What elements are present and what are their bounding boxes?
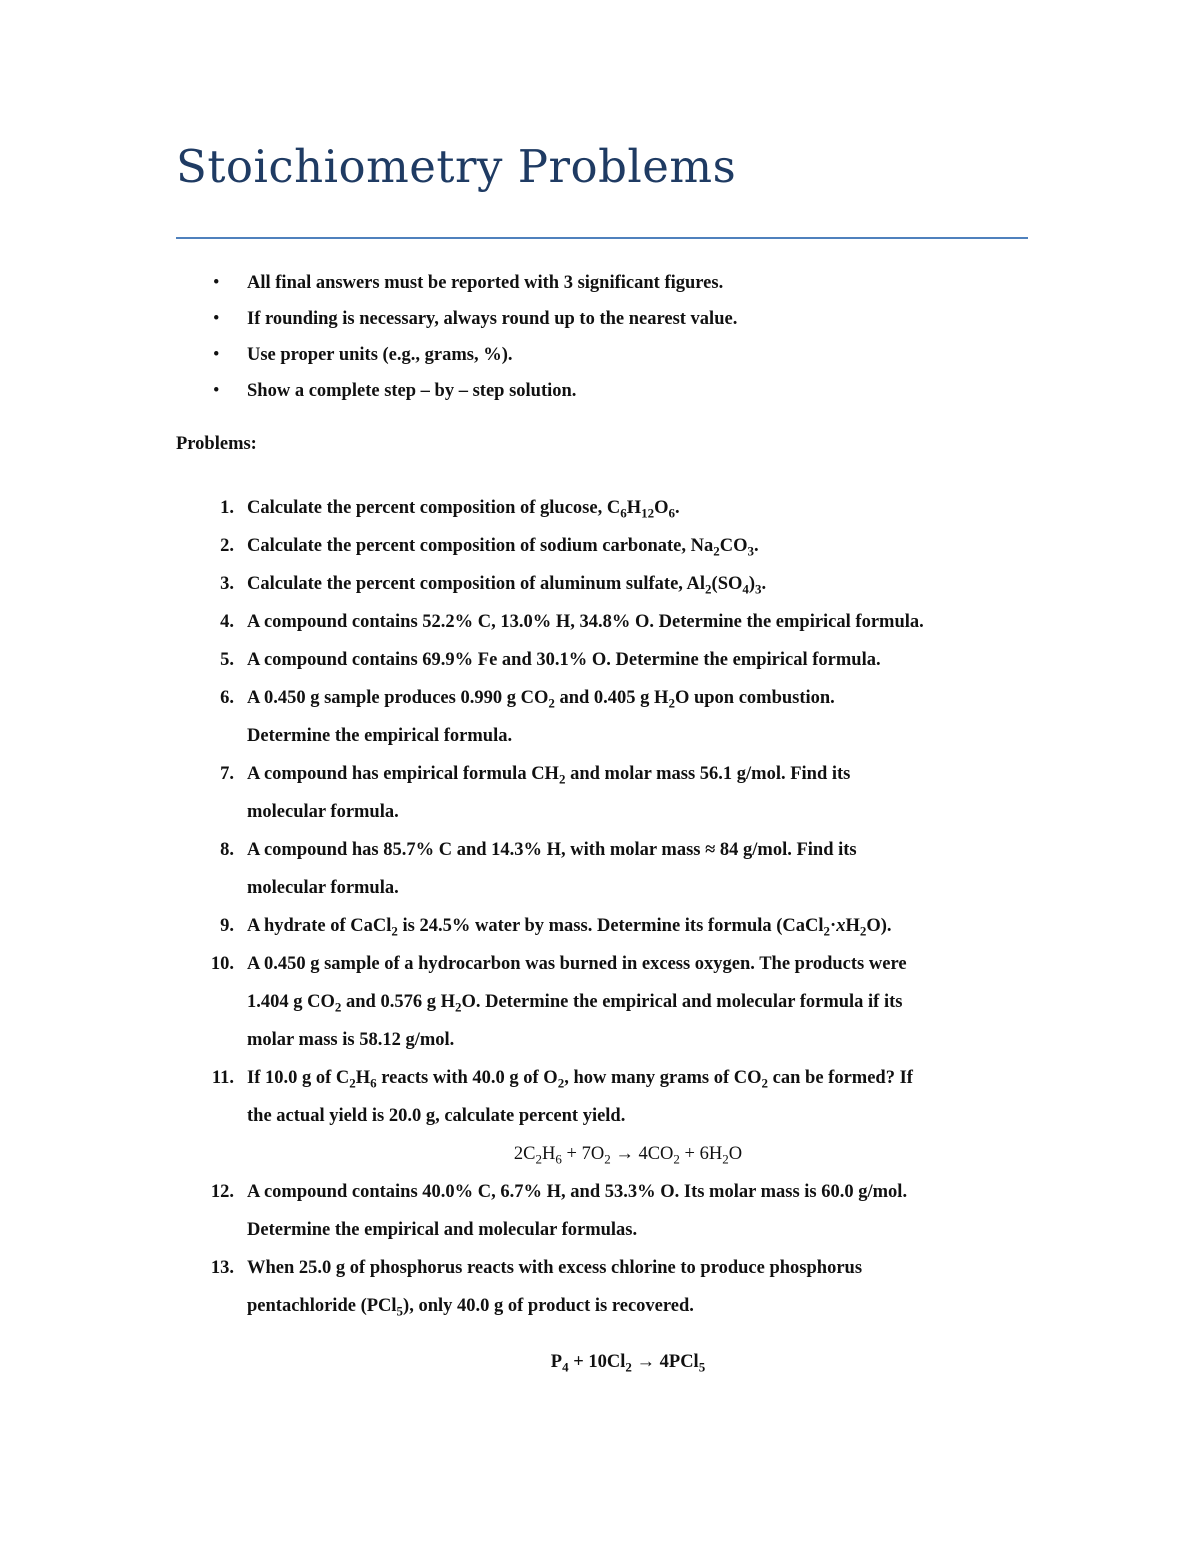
problem-item [176,1173,1046,1249]
instructions-list [176,270,1036,414]
problem-item [176,679,1046,755]
problem-text-line: A compound contains 40.0% C, 6.7% H, and 53.3% O. Its molar mass is 60.0 g/mol. [247,1182,908,1202]
problem-text-line: When 25.0 g of phosphorus reacts with excess chlorine to produce phosphorus [247,1258,863,1278]
problem-text-line: molecular formula. [247,802,399,822]
problem-number: 9. [220,916,234,936]
instruction-item: • Use proper units (e.g., grams, %). [176,342,1036,378]
title-divider [176,237,1028,239]
instruction-item: • If rounding is necessary, always round up to the nearest value. [176,306,1036,342]
problem-text-line: molecular formula. [247,878,399,898]
chemical-equation: $P_4 + 10Cl_2 \to 4PCl_5$ [550,1352,706,1375]
problem-number: 3. [220,574,234,594]
problem-number: 6. [220,688,234,708]
problem-number: 5. [220,650,234,670]
problem-item [176,907,1046,945]
page-title: Stoichiometry Problems [176,140,737,193]
problem-number: 7. [220,764,234,784]
problem-item [176,945,1046,1059]
problem-text-line: A hydrate of CaCl$_2$ is 24.5% water by mass. Determine its formula $(CaCl_2\cdot xH_2O)$. [247,916,892,939]
problem-item [176,603,1046,641]
problem-number: 11. [211,1068,234,1088]
bullet-icon: • [213,381,220,401]
problem-item [176,755,1046,831]
instruction-item: • Show a complete step – by – step solution. [176,378,1036,414]
problem-text-line: the actual yield is 20.0 g, calculate percent yield. [247,1106,626,1126]
problem-number: 13. [210,1258,234,1278]
problem-item [176,489,1046,527]
problem-text-line: A compound has empirical formula $CH_2$ and molar mass 56.1 g/mol. Find its [247,764,851,787]
bullet-icon: • [213,273,220,293]
problem-number: 1. [220,498,234,518]
problem-text-line: A 0.450 g sample of a hydrocarbon was burned in excess oxygen. The products were [247,954,907,974]
problem-item [176,641,1046,679]
instruction-item: • All final answers must be reported with 3 significant figures. [176,270,1036,306]
problem-item [176,527,1046,565]
problem-number: 10. [210,954,234,974]
problem-text-line: Determine the empirical and molecular formulas. [247,1220,638,1240]
bullet-icon: • [213,345,220,365]
problem-text-line: A 0.450 g sample produces 0.990 g $CO_2$ and 0.405 g $H_2O$ upon combustion. [247,688,835,711]
problem-number: 12. [210,1182,234,1202]
problem-text-line: pentachloride (PCl$_5$), only 40.0 g of product is recovered. [247,1296,694,1319]
problem-number: 8. [220,840,234,860]
bullet-icon: • [213,309,220,329]
problem-text-line: molar mass is 58.12 g/mol. [247,1030,455,1050]
problem-number: 4. [220,612,234,632]
problem-item [176,831,1046,907]
problem-text-line: A compound contains 69.9% Fe and 30.1% O. Determine the empirical formula. [247,650,881,670]
problem-text-line: 1.404 g $CO_2$ and 0.576 g $H_2O$. Determine the empirical and molecular formula if its [247,992,903,1015]
chemical-equation: $2C_2H_6 + 7O_2 \to 4CO_2 + 6H_2O$ [513,1144,743,1167]
problem-text-line: Determine the empirical formula. [247,726,513,746]
problem-number: 2. [220,536,234,556]
problem-text-line: Calculate the percent composition of aluminum sulfate, $Al_2(SO_4)_3$. [247,574,767,597]
problem-text-line: A compound contains 52.2% C, 13.0% H, 34.8% O. Determine the empirical formula. [247,612,924,632]
problem-text-line: Calculate the percent composition of glucose, $C_6H_{12}O_6$. [247,498,680,521]
problem-text-line: Calculate the percent composition of sodium carbonate, $Na_2CO_3$. [247,536,759,559]
problem-item [176,1059,1046,1173]
problem-item [176,1249,1046,1381]
problem-text-line: If 10.0 g of $C_2H_6$ reacts with 40.0 g of $O_2$, how many grams of $CO_2$ can be formed? If [247,1068,913,1091]
problems-heading: Problems: [176,434,257,454]
problems-list [176,489,1046,1381]
problem-item [176,565,1046,603]
problem-text-line: A compound has 85.7% C and 14.3% H, with molar mass ≈ 84 g/mol. Find its [247,840,857,860]
